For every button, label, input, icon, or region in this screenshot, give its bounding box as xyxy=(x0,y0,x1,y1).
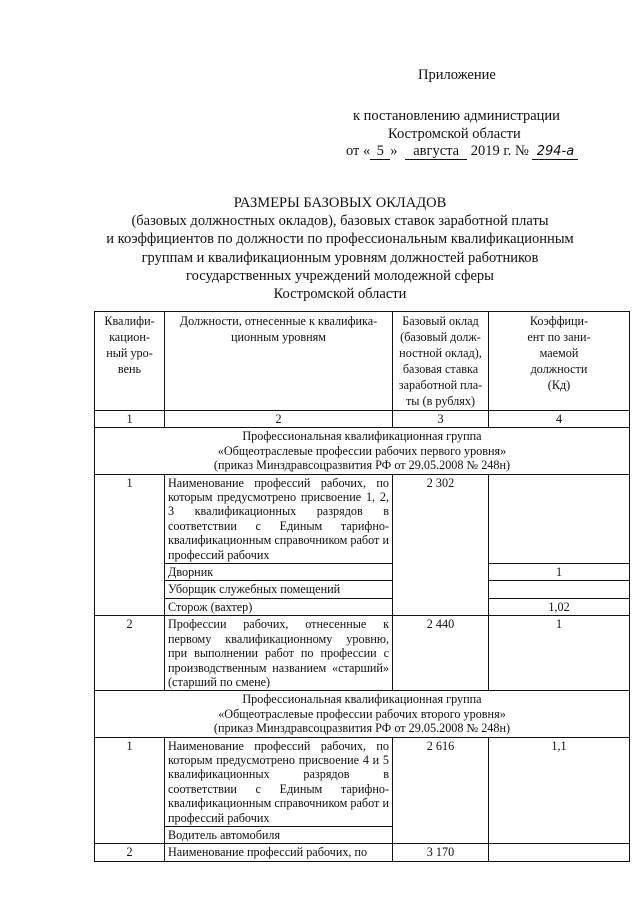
description-cell: Профессии рабочих, отнесенные к первому квалификационному уровню, при выполнении работ по профессии с производственным названием «старший» (старший по смене) xyxy=(165,616,393,691)
column-number: 4 xyxy=(489,411,630,428)
header-line-2: Костромской области xyxy=(388,126,521,142)
column-number: 3 xyxy=(393,411,489,428)
salary-table xyxy=(94,311,630,862)
level-cell: 2 xyxy=(95,616,165,691)
table-row xyxy=(95,737,630,826)
salary-cell: 2 302 xyxy=(393,474,489,616)
title-line-4: группам и квалификационным уровням должностей работников xyxy=(141,249,539,266)
column-number: 2 xyxy=(165,411,393,428)
table-row xyxy=(95,564,630,581)
salary-table-container xyxy=(94,311,630,860)
description-cell: Наименование профессий рабочих, по которым предусмотрено присвоение 1, 2, 3 квалификационных разрядов в соответствии с Единым тарифно-квалификационным справочником работ и профессий рабочих xyxy=(165,474,393,563)
document-number: 294-а xyxy=(532,144,578,160)
date-day: 5 xyxy=(370,144,390,160)
header-coefficient: Коэффици- ент по зани- маемой должности (Кд) xyxy=(489,312,630,411)
coefficient-cell xyxy=(489,581,630,598)
job-cell: Водитель автомобиля xyxy=(165,826,393,843)
table-row xyxy=(95,598,630,615)
table-row xyxy=(95,474,630,563)
appendix-label: Приложение xyxy=(418,67,496,83)
header-salary: Базовый оклад (базовый долж- ностной оклад), базовая ставка заработной пла- ты (в рублях) xyxy=(393,312,489,411)
date-prefix: от « xyxy=(346,143,371,159)
salary-cell: 2 440 xyxy=(393,616,489,691)
group-2-header: Профессиональная квалификационная группа «Общеотраслевые профессии рабочих второго уровня» (приказ Минздравсоцразвития РФ от 29.05.2008 № 248н) xyxy=(95,691,630,737)
coefficient-cell: 1 xyxy=(489,616,630,691)
level-cell: 2 xyxy=(95,844,165,861)
title-line-6: Костромской области xyxy=(273,286,407,303)
document-title xyxy=(60,194,620,303)
header-line-1: к постановлению администрации xyxy=(353,108,560,124)
level-cell: 1 xyxy=(95,737,165,844)
header-level: Квалифи- кацион- ный уро- вень xyxy=(95,312,165,411)
title-line-2: (базовых должностных окладов), базовых ставок заработной платы xyxy=(131,213,549,230)
coefficient-cell: 1,1 xyxy=(489,737,630,844)
table-row xyxy=(95,616,630,691)
salary-cell: 2 616 xyxy=(393,737,489,844)
description-cell: Наименование профессий рабочих, по которым предусмотрено присвоение 4 и 5 квалификационных разрядов в соответствии с Единым тарифно-квалификационным справочником работ и профессий рабочих xyxy=(165,737,393,826)
coefficient-cell xyxy=(489,474,630,563)
date-mid: » xyxy=(390,143,398,159)
column-number: 1 xyxy=(95,411,165,428)
coefficient-cell: 1,02 xyxy=(489,598,630,615)
group-1-header: Профессиональная квалификационная группа «Общеотраслевые профессии рабочих первого уровня» (приказ Минздравсоцразвития РФ от 29.05.2008 № 248н) xyxy=(95,428,630,474)
title-line-5: государственных учреждений молодежной сферы xyxy=(186,267,494,284)
header-date-line xyxy=(346,142,578,160)
title-line-3: и коэффициентов по должности по профессиональным квалификационным xyxy=(106,231,574,248)
group-header-row xyxy=(95,428,630,474)
group-header-row xyxy=(95,691,630,737)
column-numbers-row xyxy=(95,411,630,428)
date-month: августа xyxy=(405,144,467,160)
coefficient-cell xyxy=(489,844,630,861)
description-cell: Наименование профессий рабочих, по xyxy=(165,844,393,861)
table-row xyxy=(95,844,630,861)
coefficient-cell: 1 xyxy=(489,564,630,581)
table-row xyxy=(95,581,630,598)
header-positions: Должности, отнесенные к квалифика- ционным уровням xyxy=(165,312,393,411)
salary-cell: 3 170 xyxy=(393,844,489,861)
date-year: 2019 г. № xyxy=(470,143,529,159)
job-cell: Сторож (вахтер) xyxy=(165,598,393,615)
title-line-1: РАЗМЕРЫ БАЗОВЫХ ОКЛАДОВ xyxy=(233,195,447,211)
table-header-row xyxy=(95,312,630,411)
level-cell: 1 xyxy=(95,474,165,616)
job-cell: Уборщик служебных помещений xyxy=(165,581,393,598)
job-cell: Дворник xyxy=(165,564,393,581)
